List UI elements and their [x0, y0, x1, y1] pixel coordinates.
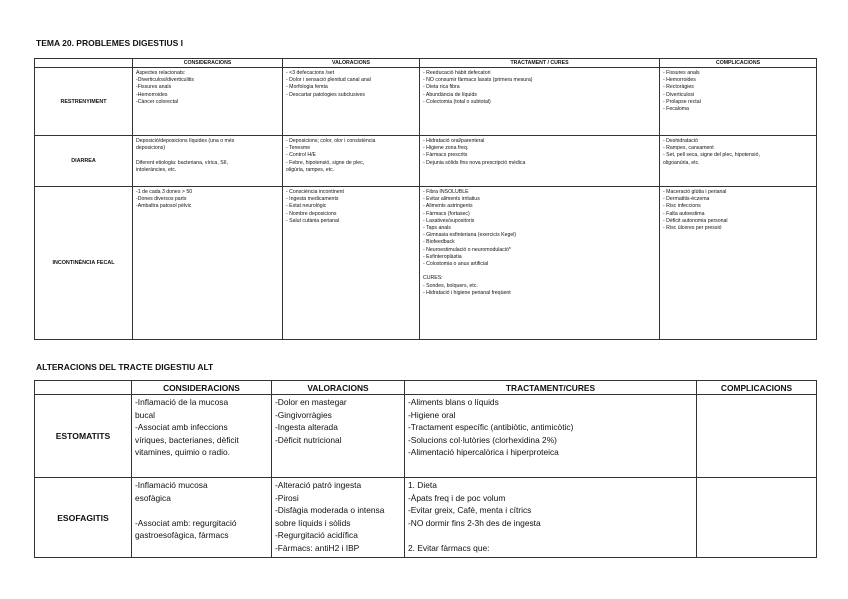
cell-line: Diferent etiologia: bacteriana, vírica, SII, [136, 159, 228, 166]
cell-line: -Evitar greix, Cafè, menta i cítrics [408, 505, 532, 516]
cell-line: - Sondes, bolquers, etc. [423, 282, 478, 289]
header-consideracions: CONSIDERACIONS [132, 381, 272, 395]
line-spacer [408, 529, 693, 542]
cell-consideracions [132, 395, 272, 478]
cell-line: - Fàrmacs prescrits [423, 152, 468, 159]
header-empty [35, 59, 133, 68]
cell-line: -Alteració patró ingesta [275, 480, 362, 490]
row-label-esofagitis: ESOFAGITIS [35, 478, 132, 558]
cell-line: deposicions) [136, 145, 166, 152]
cell-line: -Inflamació mucosa [135, 480, 208, 490]
cell-line: - Fecaloma [663, 106, 689, 113]
cell-consideracions [133, 68, 283, 136]
cell-line: - <3 defecacions /set [286, 70, 335, 76]
cell-line: -Gingivorràgies [275, 409, 332, 420]
cell-line: - Risc infeccions [663, 203, 701, 210]
cell-complicacions [660, 68, 817, 136]
cell-valoracions [283, 187, 420, 340]
cell-line: -Solucions col·lutòries (clorhexidina 2%) [408, 434, 557, 445]
cell-line: - Hidratació i higiene perianal freqüent [423, 289, 511, 296]
cell-tractament [405, 478, 697, 558]
header-complicacions: COMPLICACIONS [660, 59, 817, 68]
cell-line: -Àpats freq i de poc volum [408, 492, 506, 503]
cell-line: - Prolapse rectal [663, 98, 701, 105]
cell-line: - Set, pell seca, signe del plec, hipotensió, [663, 152, 760, 159]
cell-line: - Evitar aliments irritatius [423, 196, 480, 203]
cell-line: - Dèficit autonomia personal [663, 217, 728, 224]
cell-line: - Rectoràgies [663, 84, 694, 91]
cell-line: - Neuroestimulació o neuromodulació* [423, 246, 511, 253]
row-label-estomatits: ESTOMATITS [35, 395, 132, 478]
cell-line: - Nombre deposicions [286, 210, 337, 217]
line-spacer [136, 152, 279, 159]
cell-line: - Gimnasia esfinteriana (exercicis Kegel) [423, 232, 517, 239]
section-title-tracte-digestiu-alt: ALTERACIONS DEL TRACTE DIGESTIU ALT [36, 362, 214, 372]
table-row [35, 136, 817, 187]
table-row [35, 478, 817, 558]
cell-valoracions [272, 395, 405, 478]
cell-line: - Tenesme [286, 145, 311, 152]
section-title-problemes-digestius: TEMA 20. PROBLEMES DIGESTIUS I [36, 38, 184, 48]
cell-line: - Esfinteroplàstia [423, 253, 462, 260]
cell-tractament [420, 136, 660, 187]
cell-line: -1 de cada 3 dones > 50 [136, 189, 193, 195]
cell-consideracions [133, 187, 283, 340]
cell-line: - Hemorroides [663, 77, 696, 84]
cell-line: - Risc úlceres per pressió [663, 225, 722, 232]
header-consideracions: CONSIDERACIONS [133, 59, 283, 68]
cell-line: - Control H/E [286, 152, 316, 159]
cell-line: -Ambaltra patosol pèlvic [136, 203, 192, 210]
cell-line: -Associat amb: regurgitació [135, 517, 237, 528]
cell-line: -Diverticulosi/diverticulitis [136, 77, 194, 84]
cell-line: oligúria, rampes, etc. [286, 166, 335, 173]
cell-tractament [405, 395, 697, 478]
cell-line: -Dolor en mastegar [275, 397, 347, 407]
cell-line: - Febre, hipotensió, signe de plec, [286, 159, 365, 166]
cell-line: - Higiene zona freq. [423, 145, 469, 152]
cell-line: -Aliments blans o líquids [408, 397, 499, 407]
cell-line: - NO consumir fàrmacs laxats (primera mesura) [423, 77, 533, 84]
cell-line: -Dones diversos parts [136, 196, 187, 203]
cell-line: - Dieta rica fibra [423, 84, 460, 91]
cell-line: -Associat amb infeccions [135, 422, 228, 433]
cell-line: - Deshidratació [663, 138, 698, 144]
table-header-row [35, 59, 817, 68]
cell-line: oligoanúria, etc. [663, 159, 700, 166]
cell-line: - Diverticulosi [663, 91, 695, 98]
cell-valoracions [272, 478, 405, 558]
row-label-diarrea: DIARREA [35, 136, 133, 187]
cell-line: - Dermatitis-èczema [663, 196, 710, 203]
cell-line: Aspectes relacionats: [136, 70, 186, 76]
cell-line: - Biofeedback [423, 239, 455, 246]
cell-line: -NO dormir fins 2-3h des de ingesta [408, 517, 541, 528]
cell-line: -Higiene oral [408, 409, 456, 420]
line-spacer [423, 268, 656, 275]
cell-consideracions [132, 478, 272, 558]
cell-complicacions [660, 187, 817, 340]
cell-consideracions [133, 136, 283, 187]
cell-line: - Rampes, cansament [663, 145, 714, 152]
cell-line: 1. Dieta [408, 480, 437, 490]
cell-tractament [420, 187, 660, 340]
cell-complicacions [660, 136, 817, 187]
cell-line: esofàgica [135, 492, 171, 503]
cell-line: -Dèficit nutricional [275, 434, 342, 445]
cell-line: - Maceració glútia i perianal [663, 189, 727, 195]
cell-line: - Taps anals [423, 225, 451, 232]
cell-line: - Estat neurològic [286, 203, 327, 210]
cell-line: bucal [135, 409, 156, 420]
cell-line: - Morfologia femta [286, 84, 328, 91]
cell-line: -Regurgitació acidífica [275, 530, 358, 541]
header-valoracions: VALORACIONS [272, 381, 405, 395]
table-tracte-digestiu-alt [34, 380, 817, 558]
row-label-incontinencia-fecal: INCONTINÈNCIA FECAL [35, 187, 133, 340]
cell-line: - Dejunia sòlids fins nova prescripció mèdica [423, 159, 526, 166]
cell-line: -Alimentació hipercalòrica i hiperproteica [408, 447, 559, 458]
cell-line: -Hemorroides [136, 91, 168, 98]
cell-line: - Colectomia (total o subtotal) [423, 98, 491, 105]
cell-line: 2. Evitar fàrmacs que: [408, 542, 490, 553]
cell-line: -Fissures anals [136, 84, 172, 91]
header-valoracions: VALORACIONS [283, 59, 420, 68]
cell-line: -Inflamació de la mucosa [135, 397, 229, 407]
cell-line: - Dolor i sensació plenitud canal anal [286, 77, 371, 84]
cell-line: -Pirosi [275, 492, 299, 503]
line-spacer [135, 504, 268, 517]
cell-line: intoleràncies, etc. [136, 166, 177, 173]
header-tractament: TRACTAMENT/CURES [405, 381, 697, 395]
cell-line: - Reeducació hàbit defecatori [423, 70, 491, 76]
table-row [35, 68, 817, 136]
cell-line: -Disfàgia moderada o intensa [275, 505, 385, 516]
cell-line: - Abundància de líquids [423, 91, 477, 98]
cell-line: - Deposicions; color, olor i consistència [286, 138, 376, 144]
cell-line: CURES: [423, 275, 443, 282]
cell-line: - Ingesta medicaments [286, 196, 339, 203]
cell-line: sobre líquids i sòlids [275, 517, 351, 528]
cell-line: gastroesofàgica, fàrmacs [135, 530, 229, 541]
header-tractament: TRACTAMENT / CURES [420, 59, 660, 68]
cell-line: - Fàrmacs (fortasec) [423, 210, 470, 217]
cell-line: - Hidratació oral/parenteral [423, 138, 485, 144]
cell-complicacions [697, 395, 817, 478]
cell-line: - Laxatives/supositoris [423, 217, 475, 224]
cell-line: -Càncer colorectal [136, 98, 179, 105]
cell-line: - Aliments astringents [423, 203, 473, 210]
cell-valoracions [283, 68, 420, 136]
table-problemes-digestius [34, 58, 817, 340]
cell-line: - Consciència incontinent [286, 189, 344, 195]
cell-line: - Falta autoestima [663, 210, 705, 217]
row-label-restrenyiment: RESTRENYIMENT [35, 68, 133, 136]
cell-line: Deposició/deposicions líquides (una o més [136, 138, 235, 144]
header-empty [35, 381, 132, 395]
cell-valoracions [283, 136, 420, 187]
cell-line: - Colostomia o anus artificial [423, 261, 489, 268]
cell-line: víriques, bacterianes, dèficit [135, 434, 239, 445]
cell-complicacions [697, 478, 817, 558]
header-complicacions: COMPLICACIONS [697, 381, 817, 395]
table-header-row [35, 381, 817, 395]
cell-line: vitamines, quimio o radio. [135, 447, 230, 458]
cell-line: - Descartar patologies subclusives [286, 91, 366, 98]
cell-line: - Fibra INSOLUBLE [423, 189, 469, 195]
cell-tractament [420, 68, 660, 136]
cell-line: -Ingesta alterada [275, 422, 338, 433]
table-row [35, 395, 817, 478]
cell-line: - Salut cutània perianal [286, 217, 340, 224]
cell-line: - Fissures anals [663, 70, 700, 76]
cell-line: -Tractament específic (antibiòtic, antimicòtic) [408, 422, 574, 433]
cell-line: -Fàrmacs: antiH2 i IBP [275, 542, 360, 553]
table-row [35, 187, 817, 340]
